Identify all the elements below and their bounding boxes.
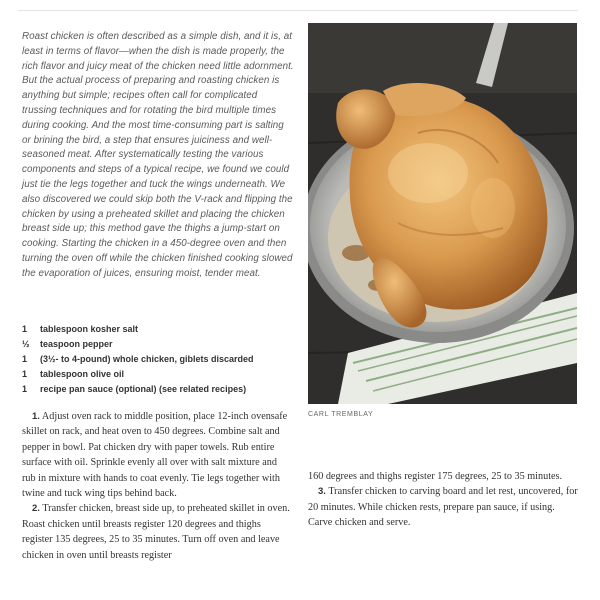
ingredient-qty: 1	[22, 324, 28, 334]
step-2	[22, 501, 292, 563]
ingredient-text: (3½- to 4-pound) whole chicken, giblets discarded	[40, 354, 254, 364]
roast-chicken-photo	[308, 23, 577, 404]
ingredient-list	[22, 322, 302, 397]
step-1	[22, 409, 292, 501]
photo-credit: CARL TREMBLAY	[308, 411, 374, 418]
ingredient-qty: 1	[22, 369, 28, 379]
ingredient-item	[22, 337, 302, 352]
ingredient-qty: ½	[22, 339, 30, 349]
step-number: 1.	[32, 411, 40, 422]
ingredient-qty: 1	[22, 354, 28, 364]
ingredient-item	[22, 352, 302, 367]
step-number: 3.	[318, 486, 326, 498]
ingredient-text: teaspoon pepper	[40, 339, 113, 349]
step-text: Transfer chicken, breast side up, to preheated skillet in oven. Roast chicken until breasts register 120 degrees and thighs register 135 degrees, 25 to 35 minutes. Turn off oven and leave chicken in oven until breasts register	[22, 503, 290, 561]
ingredient-text: recipe pan sauce (optional) (see related recipes)	[40, 384, 247, 394]
ingredient-item	[22, 382, 302, 397]
ingredient-item	[22, 322, 302, 337]
ingredient-item	[22, 367, 302, 382]
ingredient-qty: 1	[22, 384, 28, 394]
intro-paragraph: Roast chicken is often described as a simple dish, and it is, at least in terms of flavor—when the dish is made properly, the rich flavor and juicy meat of the chicken need little adornment. But the actual process of preparing and roasting chicken is anything but simple; recipes often call for complicated trussing techniques and for rotating the bird multiple times during cooking. And the most time-consuming part is salting or brining the bird, a step that ensures juiciness and well-seasoned meat. After systematically testing the various components and steps of a typical recipe, we found we could just tie the legs together and tuck the wings underneath. We also discovered we could skip both the V-rack and flipping the chicken by using a preheated skillet and placing the chicken breast side up; this method gave the thighs a jump-start on cooking. Starting the chicken in a 450-degree oven and then turning the oven off while the chicken finished cooking slowed the evaporation of juices, ensuring moist, tender meat.	[22, 31, 294, 279]
ingredient-text: tablespoon olive oil	[40, 369, 125, 379]
step-2-continued: 160 degrees and thighs register 175 degrees, 25 to 35 minutes.	[308, 471, 563, 482]
step-text: Transfer chicken to carving board and let rest, uncovered, for 20 minutes. While chicken rests, prepare pan sauce, if using. Carve chicken and serve.	[308, 486, 578, 529]
steps-column-right	[308, 469, 580, 531]
steps-column-left	[22, 409, 292, 563]
top-divider	[18, 10, 578, 11]
ingredient-text: tablespoon kosher salt	[40, 324, 139, 334]
roast-chicken-illustration	[308, 23, 577, 404]
step-number: 2.	[32, 503, 40, 515]
step-text: Adjust oven rack to middle position, place 12-inch ovensafe skillet on rack, and heat oven to 450 degrees. Combine salt and pepper in bowl. Pat chicken dry with paper towels. Rub entire surface with oil. Sprinkle evenly all over with salt mixture and rub in mixture with hands to coat evenly. Tie legs together with twine and tuck wing tips behind back.	[22, 411, 288, 500]
step-3	[308, 484, 580, 530]
